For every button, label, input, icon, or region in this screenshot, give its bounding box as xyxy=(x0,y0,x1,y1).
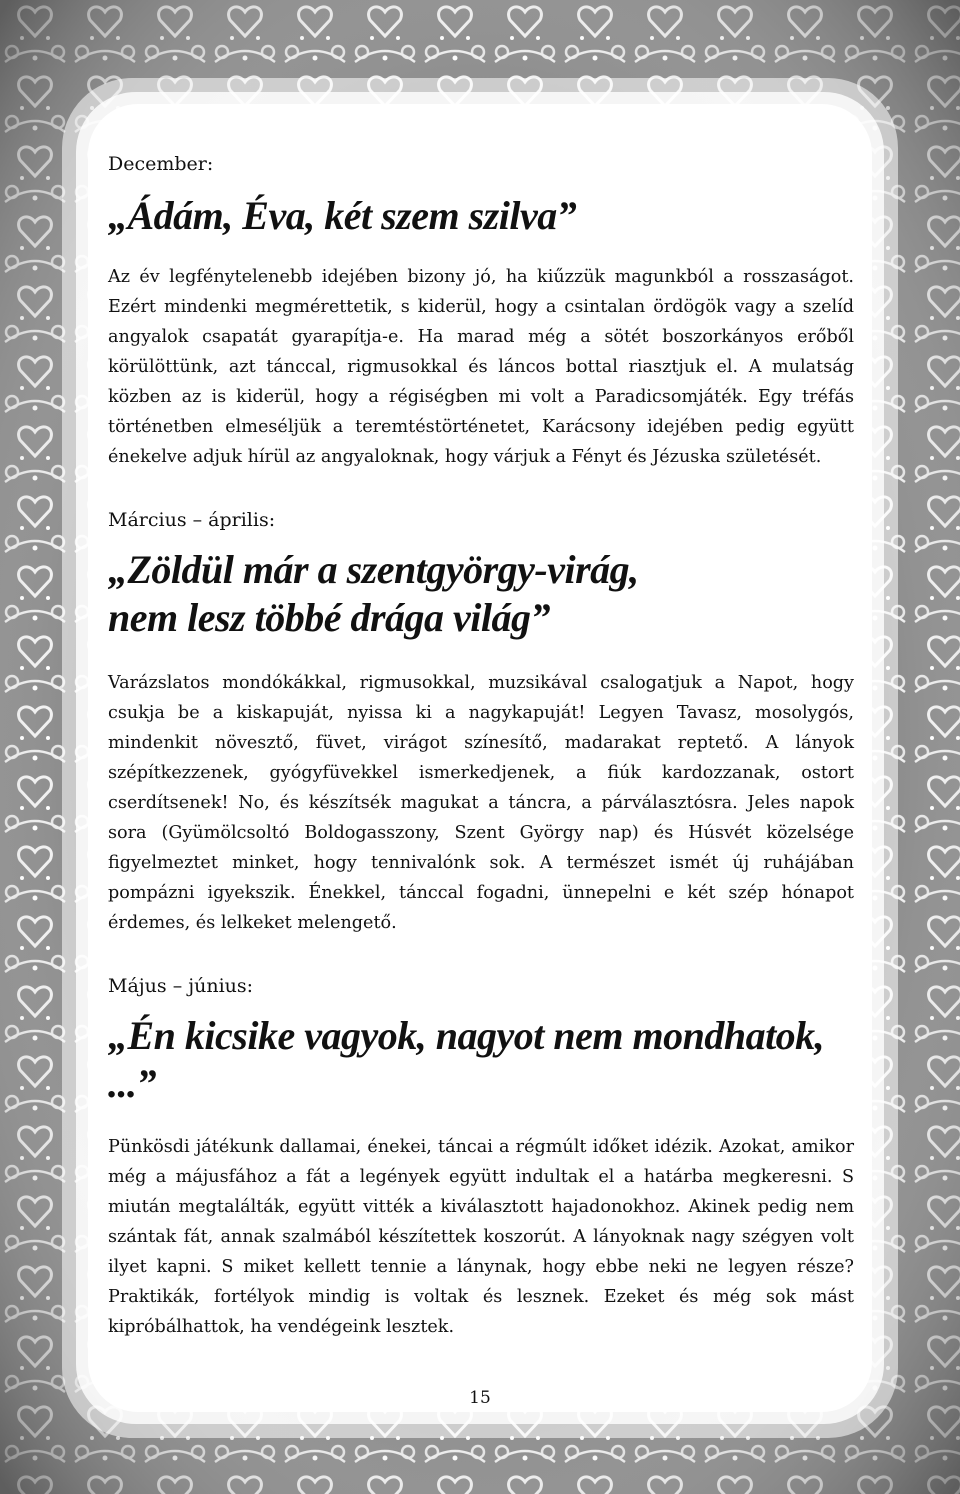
section-body: Pünkösdi játékunk dallamai, énekei, táncai a régmúlt időket idézik. Azokat, amikor még a májusfához a fát a legények együtt indultak el a határba megkeresni. S miután megtalálták, együtt vitték a kiválasztott hajadonokhoz. Akinek pedig nem szántak fát, annak szalmából készítettek koszorút. A lányoknak nagy szégyen volt ilyet kapni. S miket kellett tennie a lánynak, hogy ebbe neki ne legyen része? Praktikák, fortélyok mindig is voltak és lesznek. Ezeket és még sok mást kipróbálhattok, ha vendégeink lesztek. xyxy=(108,1137,854,1337)
section-title xyxy=(108,546,854,642)
section-title-line: nem lesz többé drága világ” xyxy=(108,595,551,640)
main-content xyxy=(108,150,854,1342)
section-title: „Ádám, Éva, két szem szilva” xyxy=(108,193,577,238)
section-label: Május – június: xyxy=(108,975,254,997)
page-number: 15 xyxy=(469,1388,491,1408)
section-december xyxy=(108,150,854,472)
section-label: December: xyxy=(108,153,214,175)
section-title: „Én kicsike vagyok, nagyot nem mondhatok, ...” xyxy=(108,1013,825,1106)
section-label: Március – április: xyxy=(108,509,276,531)
section-body: Az év legfénytelenebb idejében bizony jó, ha kiűzzük magunkból a rosszaságot. Ezért mindenki megmérettetik, s kiderül, hogy a csintalan ördögök vagy a szelíd angyalok csapatát gyarapítja-e. Ha marad még a sötét boszorkányos erőből körülöttünk, azt tánccal, rigmusokkal és láncos bottal riasztjuk el. A mulatság közben az is kiderül, hogy a régiségben mi volt a Paradicsomjáték. Egy tréfás történetben elmeséljük a teremtéstörténetet, Karácsony idejében pedig együtt énekelve adjuk hírül az angyaloknak, hogy várjuk a Fényt és Jézuska születését. xyxy=(108,267,854,467)
section-title-line: „Zöldül már a szentgyörgy-virág, xyxy=(108,547,639,592)
section-may-june xyxy=(108,972,854,1342)
section-march-april xyxy=(108,506,854,938)
section-body: Varázslatos mondókákkal, rigmusokkal, muzsikával csalogatjuk a Napot, hogy csukja be a kiskapuját, nyissa ki a nagykapuját! Legyen Tavasz, mosolygós, mindenkit növesztő, füvet, virágot színesítő, madarakat reptető. A lányok szépítkezzenek, gyógyfüvekkel ismerkedjenek, a fiúk kardozzanak, ostort cserdítsenek! No, és készítsék magukat a táncra, a párválasztósra. Jeles napok sora (Gyümölcsoltó Boldogasszony, Szent György nap) és Húsvét közelsége figyelmeztet minket, hogy tennivalónk sok. A természet ismét új ruhájában pompázni igyekszik. Énekkel, tánccal fogadni, ünnepelni e két szép hónapot érdemes, és lelkeket melengető. xyxy=(108,673,854,933)
